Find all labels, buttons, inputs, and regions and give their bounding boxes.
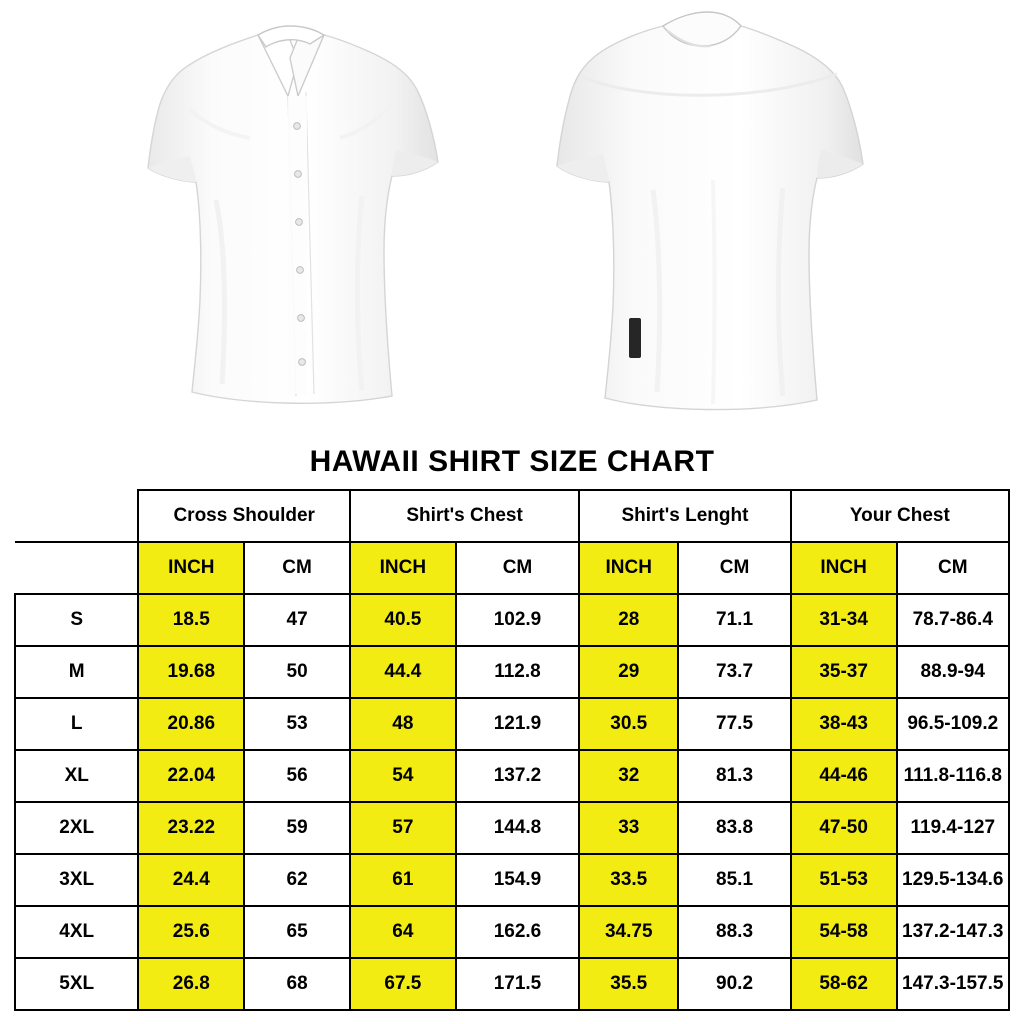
group-header-cross-shoulder: Cross Shoulder bbox=[138, 490, 350, 542]
cell-chest-in-xl: 54 bbox=[350, 750, 456, 802]
table-row bbox=[15, 750, 1009, 802]
row-size-5xl: 5XL bbox=[15, 958, 138, 1010]
table-row bbox=[15, 646, 1009, 698]
cell-cross-shoulder-cm-s: 47 bbox=[244, 594, 350, 646]
cell-your-chest-in-2xl: 47-50 bbox=[791, 802, 897, 854]
cell-chest-in-l: 48 bbox=[350, 698, 456, 750]
cell-length-in-m: 29 bbox=[579, 646, 678, 698]
cell-cross-shoulder-cm-2xl: 59 bbox=[244, 802, 350, 854]
cell-cross-shoulder-in-m: 19.68 bbox=[138, 646, 244, 698]
cell-chest-in-s: 40.5 bbox=[350, 594, 456, 646]
cell-length-in-xl: 32 bbox=[579, 750, 678, 802]
cell-your-chest-in-4xl: 54-58 bbox=[791, 906, 897, 958]
cell-length-cm-5xl: 90.2 bbox=[678, 958, 790, 1010]
unit-your-chest-cm: CM bbox=[897, 542, 1009, 594]
cell-chest-cm-xl: 137.2 bbox=[456, 750, 579, 802]
cell-your-chest-in-3xl: 51-53 bbox=[791, 854, 897, 906]
cell-cross-shoulder-in-2xl: 23.22 bbox=[138, 802, 244, 854]
cell-your-chest-cm-l: 96.5-109.2 bbox=[897, 698, 1009, 750]
cell-cross-shoulder-cm-m: 50 bbox=[244, 646, 350, 698]
cell-cross-shoulder-in-l: 20.86 bbox=[138, 698, 244, 750]
table-group-header-row bbox=[15, 490, 1009, 542]
cell-your-chest-in-m: 35-37 bbox=[791, 646, 897, 698]
group-header-shirts-chest: Shirt's Chest bbox=[350, 490, 579, 542]
unit-cross-shoulder-cm: CM bbox=[244, 542, 350, 594]
size-chart-table-wrap bbox=[0, 489, 1024, 1011]
cell-your-chest-in-s: 31-34 bbox=[791, 594, 897, 646]
cell-cross-shoulder-cm-xl: 56 bbox=[244, 750, 350, 802]
cell-length-cm-s: 71.1 bbox=[678, 594, 790, 646]
row-size-xl: XL bbox=[15, 750, 138, 802]
cell-length-cm-xl: 81.3 bbox=[678, 750, 790, 802]
table-unit-header-row bbox=[15, 542, 1009, 594]
cell-length-in-l: 30.5 bbox=[579, 698, 678, 750]
brand-tag-icon bbox=[629, 318, 641, 358]
unit-chest-inch: INCH bbox=[350, 542, 456, 594]
cell-length-cm-m: 73.7 bbox=[678, 646, 790, 698]
cell-chest-in-2xl: 57 bbox=[350, 802, 456, 854]
cell-your-chest-in-xl: 44-46 bbox=[791, 750, 897, 802]
cell-your-chest-cm-3xl: 129.5-134.6 bbox=[897, 854, 1009, 906]
cell-cross-shoulder-cm-l: 53 bbox=[244, 698, 350, 750]
cell-length-cm-l: 77.5 bbox=[678, 698, 790, 750]
cell-chest-cm-l: 121.9 bbox=[456, 698, 579, 750]
table-row bbox=[15, 698, 1009, 750]
cell-chest-cm-5xl: 171.5 bbox=[456, 958, 579, 1010]
cell-length-in-5xl: 35.5 bbox=[579, 958, 678, 1010]
row-size-2xl: 2XL bbox=[15, 802, 138, 854]
cell-cross-shoulder-in-5xl: 26.8 bbox=[138, 958, 244, 1010]
cell-chest-cm-m: 112.8 bbox=[456, 646, 579, 698]
cell-length-in-3xl: 33.5 bbox=[579, 854, 678, 906]
cell-length-in-s: 28 bbox=[579, 594, 678, 646]
page-title: HAWAII SHIRT SIZE CHART bbox=[309, 445, 715, 478]
cell-chest-in-3xl: 61 bbox=[350, 854, 456, 906]
cell-chest-cm-3xl: 154.9 bbox=[456, 854, 579, 906]
cell-cross-shoulder-in-xl: 22.04 bbox=[138, 750, 244, 802]
cell-chest-in-m: 44.4 bbox=[350, 646, 456, 698]
cell-your-chest-cm-2xl: 119.4-127 bbox=[897, 802, 1009, 854]
cell-length-in-4xl: 34.75 bbox=[579, 906, 678, 958]
row-size-4xl: 4XL bbox=[15, 906, 138, 958]
row-size-m: M bbox=[15, 646, 138, 698]
cell-chest-cm-2xl: 144.8 bbox=[456, 802, 579, 854]
cell-your-chest-cm-4xl: 137.2-147.3 bbox=[897, 906, 1009, 958]
cell-your-chest-cm-m: 88.9-94 bbox=[897, 646, 1009, 698]
size-chart-table bbox=[14, 489, 1010, 1011]
group-header-your-chest: Your Chest bbox=[791, 490, 1009, 542]
shirt-front-view-icon bbox=[130, 0, 490, 430]
shirt-illustrations bbox=[0, 0, 1024, 445]
cell-chest-cm-4xl: 162.6 bbox=[456, 906, 579, 958]
cell-chest-cm-s: 102.9 bbox=[456, 594, 579, 646]
cell-your-chest-cm-5xl: 147.3-157.5 bbox=[897, 958, 1009, 1010]
table-row bbox=[15, 802, 1009, 854]
cell-cross-shoulder-cm-5xl: 68 bbox=[244, 958, 350, 1010]
group-header-shirts-lenght: Shirt's Lenght bbox=[579, 490, 791, 542]
cell-cross-shoulder-in-4xl: 25.6 bbox=[138, 906, 244, 958]
table-corner-cell bbox=[15, 490, 138, 542]
cell-your-chest-cm-s: 78.7-86.4 bbox=[897, 594, 1009, 646]
cell-your-chest-cm-xl: 111.8-116.8 bbox=[897, 750, 1009, 802]
table-row bbox=[15, 594, 1009, 646]
unit-chest-cm: CM bbox=[456, 542, 579, 594]
cell-cross-shoulder-in-s: 18.5 bbox=[138, 594, 244, 646]
cell-chest-in-5xl: 67.5 bbox=[350, 958, 456, 1010]
unit-your-chest-inch: INCH bbox=[791, 542, 897, 594]
unit-length-cm: CM bbox=[678, 542, 790, 594]
row-size-s: S bbox=[15, 594, 138, 646]
table-row bbox=[15, 854, 1009, 906]
row-size-l: L bbox=[15, 698, 138, 750]
cell-cross-shoulder-in-3xl: 24.4 bbox=[138, 854, 244, 906]
cell-chest-in-4xl: 64 bbox=[350, 906, 456, 958]
cell-your-chest-in-l: 38-43 bbox=[791, 698, 897, 750]
row-size-3xl: 3XL bbox=[15, 854, 138, 906]
cell-length-cm-3xl: 85.1 bbox=[678, 854, 790, 906]
table-corner-cell-2 bbox=[15, 542, 138, 594]
cell-length-cm-4xl: 88.3 bbox=[678, 906, 790, 958]
shirt-back-view-icon bbox=[545, 0, 885, 430]
cell-your-chest-in-5xl: 58-62 bbox=[791, 958, 897, 1010]
cell-cross-shoulder-cm-4xl: 65 bbox=[244, 906, 350, 958]
cell-length-cm-2xl: 83.8 bbox=[678, 802, 790, 854]
unit-length-inch: INCH bbox=[579, 542, 678, 594]
unit-cross-shoulder-inch: INCH bbox=[138, 542, 244, 594]
cell-length-in-2xl: 33 bbox=[579, 802, 678, 854]
table-row bbox=[15, 958, 1009, 1010]
cell-cross-shoulder-cm-3xl: 62 bbox=[244, 854, 350, 906]
table-row bbox=[15, 906, 1009, 958]
